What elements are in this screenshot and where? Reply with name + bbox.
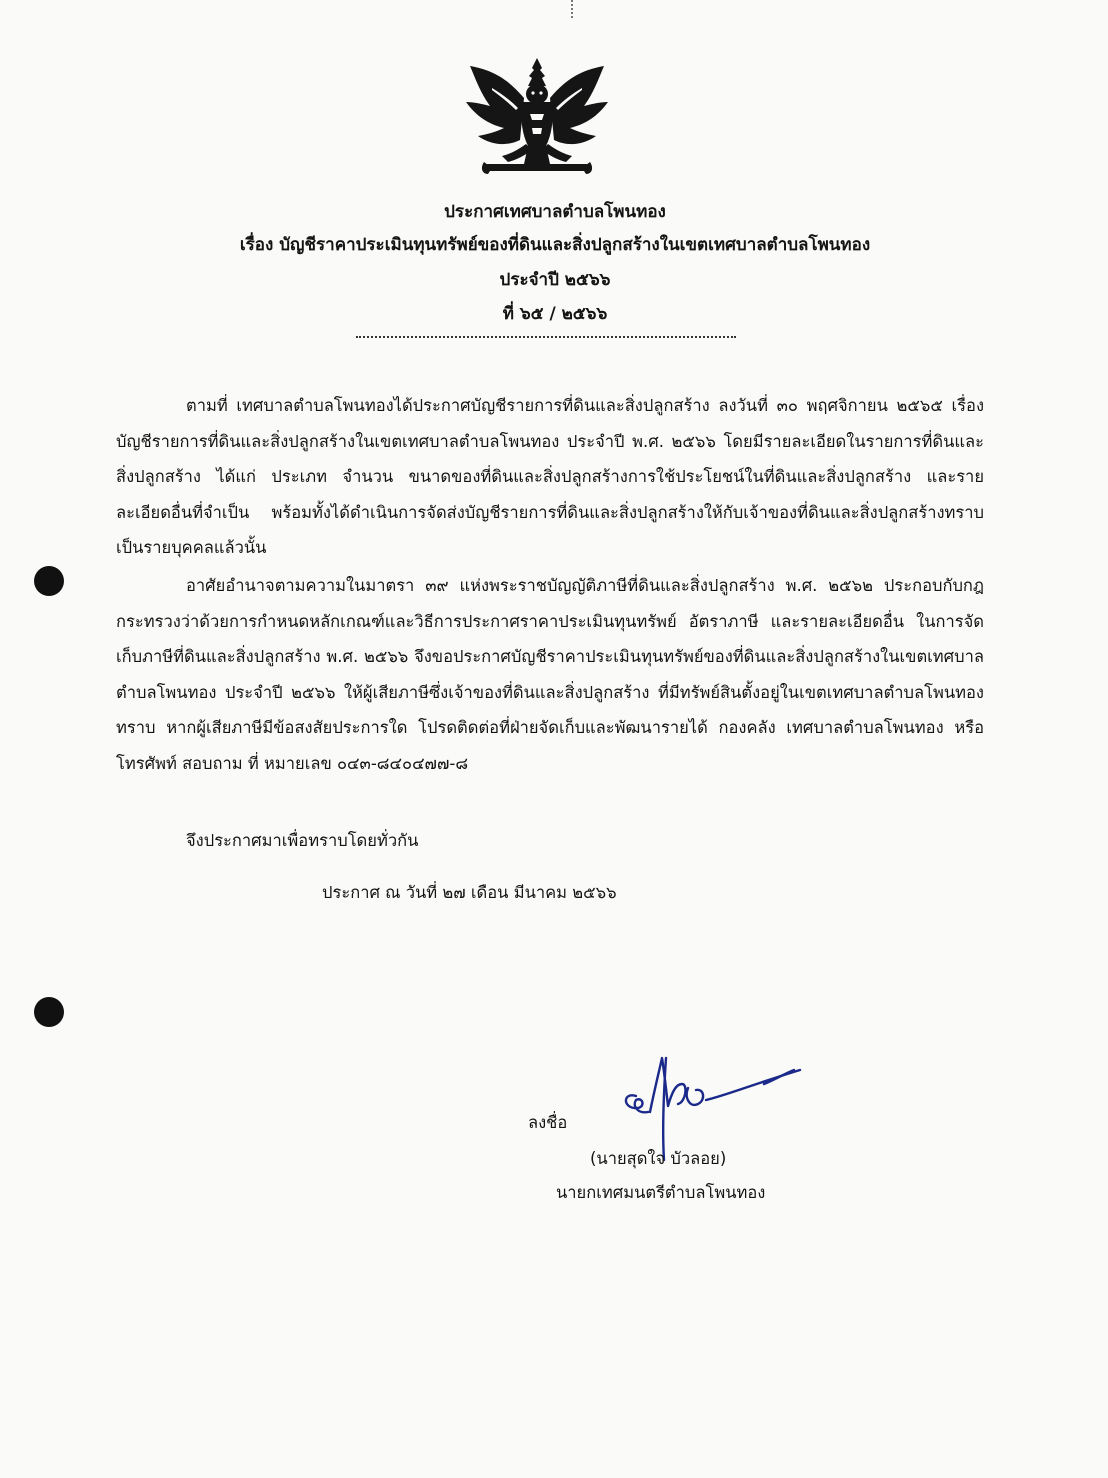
punch-hole — [34, 997, 64, 1027]
closing-line: จึงประกาศมาเพื่อทราบโดยทั่วกัน — [186, 831, 419, 850]
garuda-emblem-icon — [462, 58, 612, 176]
top-edge-mark — [571, 0, 576, 18]
date-line: ประกาศ ณ วันที่ ๒๗ เดือน มีนาคม ๒๕๖๖ — [322, 883, 617, 902]
signature-label: ลงชื่อ — [528, 1113, 568, 1132]
signer-name: (นายสุดใจ บัวลอย) — [590, 1149, 727, 1168]
year-heading: ประจำปี ๒๕๖๖ — [499, 270, 611, 290]
issuer-heading: ประกาศเทศบาลตำบลโพนทอง — [444, 202, 666, 222]
dotted-divider — [356, 336, 736, 338]
body-paragraph-2: อาศัยอำนาจตามความในมาตรา ๓๙ แห่งพระราชบัญญัติภาษีที่ดินและสิ่งปลูกสร้าง พ.ศ. ๒๕๖๒ ประกอบกับกฎกระทรวงว่าด้วยการกำหนดหลักเกณฑ์และวิธีการประกาศราคาประเมินทุนทรัพย์ อัตราภาษี และรายละเอียดอื่น ในการจัดเก็บภาษีที่ดินและสิ่งปลูกสร้าง พ.ศ. ๒๕๖๖ จึงขอประกาศบัญชีราคาประเมินทุนทรัพย์ของที่ดินและสิ่งปลูกสร้างในเขตเทศบาลตำบลโพนทอง ประจำปี ๒๕๖๖ ให้ผู้เสียภาษีซึ่งเจ้าของที่ดินและสิ่งปลูกสร้าง ที่มีทรัพย์สินตั้งอยู่ในเขตเทศบาลตำบลโพนทองทราบ หากผู้เสียภาษีมีข้อสงสัยประการใด โปรดติดต่อที่ฝ่ายจัดเก็บและพัฒนารายได้ กองคลัง เทศบาลตำบลโพนทอง หรือโทรศัพท์ สอบถาม ที่ หมายเลข ๐๔๓-๘๔๐๔๗๗-๘ — [116, 576, 984, 773]
subject-heading: เรื่อง บัญชีราคาประเมินทุนทรัพย์ของที่ดินและสิ่งปลูกสร้างในเขตเทศบาลตำบลโพนทอง — [239, 235, 871, 255]
body-paragraph-1: ตามที่ เทศบาลตำบลโพนทองได้ประกาศบัญชีรายการที่ดินและสิ่งปลูกสร้าง ลงวันที่ ๓๐ พฤศจิกายน ๒๕๖๕ เรื่อง บัญชีรายการที่ดินและสิ่งปลูกสร้างในเขตเทศบาลตำบลโพนทอง ประจำปี พ.ศ. ๒๕๖๖ โดยมีรายละเอียดในรายการที่ดินและสิ่งปลูกสร้าง ได้แก่ ประเภท จำนวน ขนาดของที่ดินและสิ่งปลูกสร้างการใช้ประโยชน์ในที่ดินและสิ่งปลูกสร้าง และรายละเอียดอื่นที่จำเป็น พร้อมทั้งได้ดำเนินการจัดส่งบัญชีรายการที่ดินและสิ่งปลูกสร้างให้กับเจ้าของที่ดินและสิ่งปลูกสร้างทราบเป็นรายบุคคลแล้วนั้น — [116, 396, 984, 557]
punch-hole — [34, 566, 64, 596]
number-heading: ที่ ๖๕ / ๒๕๖๖ — [502, 304, 608, 324]
signer-title: นายกเทศมนตรีตำบลโพนทอง — [556, 1183, 766, 1202]
